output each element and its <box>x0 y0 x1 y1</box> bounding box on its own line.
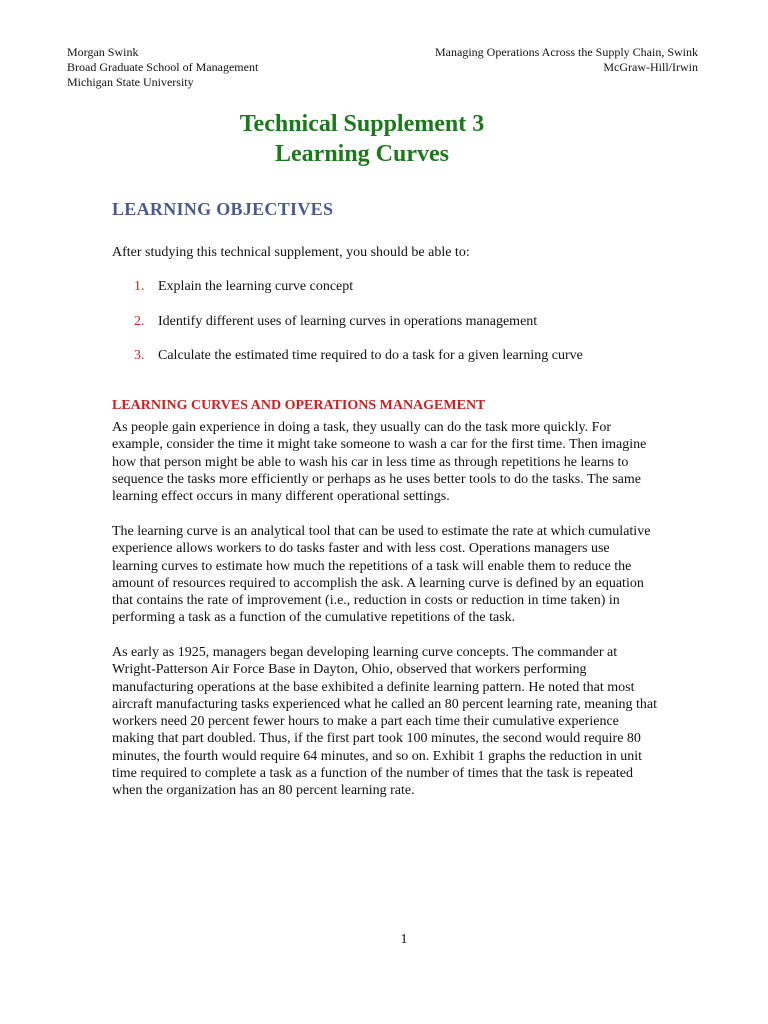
paragraph-line: aircraft manufacturing tasks experienced what he called an 80 percent learning rate, meaning that <box>112 696 657 712</box>
header-book-title: Managing Operations Across the Supply Chain, Swink <box>435 45 698 59</box>
paragraph-line: manufacturing operations at the base exhibited a definite learning pattern. He noted that most <box>112 679 635 695</box>
paragraph-line: The learning curve is an analytical tool that can be used to estimate the rate at which cumulative <box>112 524 651 539</box>
header-author: Morgan Swink <box>67 45 139 59</box>
paragraph-line: how that person might be able to wash his car in less time as through repetitions he learns to <box>112 454 629 470</box>
paragraph-line: making that part doubled. Thus, if the first part took 100 minutes, the second would require 80 <box>112 731 641 747</box>
paragraph-line: time required to complete a task as a function of the number of times that the task is repeated <box>112 766 633 782</box>
paragraph-line: when the organization has an 80 percent learning rate. <box>112 783 415 799</box>
paragraph-line: As early as 1925, managers began developing learning curve concepts. The commander at <box>112 645 618 660</box>
paragraph-1 <box>112 419 702 505</box>
paragraph-line: sequence the tasks more efficiently or perhaps as he uses better tools to do the tasks. The same <box>112 471 641 487</box>
paragraph-line: amount of resources required to accomplish the ask. A learning curve is defined by an equation <box>112 575 644 591</box>
page-title <box>0 109 724 169</box>
paragraph-2 <box>112 523 702 627</box>
paragraph-line: minutes, the fourth would require 64 minutes, and so on. Exhibit 1 graphs the reduction in unit <box>112 748 642 764</box>
objective-text: Explain the learning curve concept <box>158 279 354 294</box>
objective-number: 1. <box>134 279 145 294</box>
objective-number: 3. <box>134 348 145 363</box>
paragraph-line: Wright-Patterson Air Force Base in Dayton, Ohio, observed that workers performing <box>112 662 587 678</box>
objectives-heading: LEARNING OBJECTIVES <box>112 199 334 219</box>
paragraph-line: experience allows workers to do tasks faster and with less cost. Operations managers use <box>112 541 610 557</box>
paragraph-line: example, consider the time it might take someone to wash a car for the first time. Then imagine <box>112 437 647 453</box>
paragraph-line: learning effect occurs in many different operational settings. <box>112 489 450 505</box>
objectives-intro: After studying this technical supplement, you should be able to: <box>112 245 470 260</box>
objective-number: 2. <box>134 313 145 329</box>
page-number: 1 <box>400 932 408 947</box>
header-school: Broad Graduate School of Management <box>67 60 259 74</box>
paragraph-line: workers need 20 percent fewer hours to make a part each time their cumulative experience <box>112 714 619 730</box>
objective-text: Identify different uses of learning curves in operations management <box>158 313 538 329</box>
header-publisher: McGraw-Hill/Irwin <box>603 60 698 74</box>
header-university: Michigan State University <box>67 75 194 89</box>
paragraph-line: As people gain experience in doing a task, they usually can do the task more quickly. For <box>112 420 612 435</box>
title-line-2: Learning Curves <box>275 141 449 167</box>
objective-text: Calculate the estimated time required to do a task for a given learning curve <box>158 348 583 363</box>
header-right <box>435 45 698 75</box>
paragraph-line: learning curves to estimate how much the repetitions of a task will enable them to reduce the <box>112 558 632 574</box>
header-left <box>67 45 258 90</box>
paragraph-3 <box>112 644 702 800</box>
title-line-1: Technical Supplement 3 <box>239 111 485 137</box>
section-heading: LEARNING CURVES AND OPERATIONS MANAGEMENT <box>112 398 486 413</box>
paragraph-line: that contains the rate of improvement (i.e., reduction in costs or reduction in time taken) in <box>112 593 620 609</box>
paragraph-line: performing a task as a function of the cumulative repetitions of the task. <box>112 610 516 626</box>
